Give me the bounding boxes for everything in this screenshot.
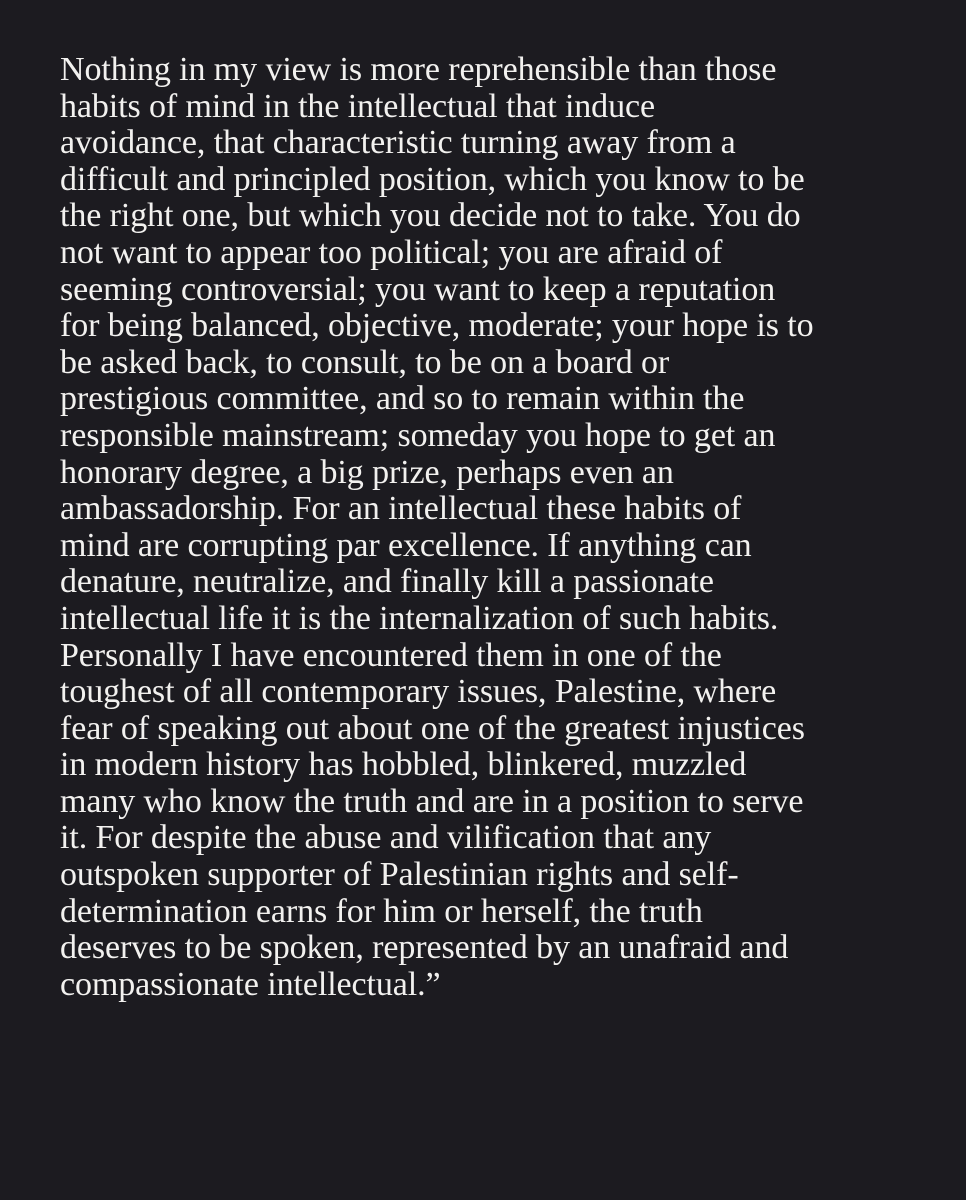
passage-line: toughest of all contemporary issues, Palestine, where [60,673,777,711]
passage-line: be asked back, to consult, to be on a board or [60,343,670,381]
passage-line: Personally I have encountered them in one of the [60,636,722,674]
passage-line: in modern history has hobbled, blinkered, muzzled [60,746,747,784]
passage-line: many who know the truth and are in a position to serve [60,782,804,820]
passage-line: determination earns for him or herself, the truth [60,892,703,930]
passage-line: the right one, but which you decide not to take. You do [60,197,801,235]
passage-line: denature, neutralize, and finally kill a passionate [60,563,714,601]
passage-line: compassionate intellectual.” [60,965,441,1003]
passage-line: outspoken supporter of Palestinian rights and self- [60,856,739,894]
passage-line: responsible mainstream; someday you hope to get an [60,416,776,454]
passage-line: fear of speaking out about one of the greatest injustices [60,709,805,747]
passage-line: avoidance, that characteristic turning away from a [60,124,736,162]
passage-line: habits of mind in the intellectual that induce [60,87,655,125]
quote-passage [60,52,940,1003]
passage-line: not want to appear too political; you are afraid of [60,233,723,271]
passage-line: mind are corrupting par excellence. If anything can [60,526,752,564]
passage-line: honorary degree, a big prize, perhaps even an [60,453,674,491]
passage-line: seeming controversial; you want to keep a reputation [60,270,776,308]
passage-line: for being balanced, objective, moderate; your hope is to [60,307,814,345]
passage-line: deserves to be spoken, represented by an unafraid and [60,929,789,967]
passage-line: intellectual life it is the internalization of such habits. [60,599,779,637]
passage-line: Nothing in my view is more reprehensible than those [60,51,777,88]
passage-line: it. For despite the abuse and vilification that any [60,819,712,857]
passage-line: ambassadorship. For an intellectual these habits of [60,490,742,528]
passage-line: difficult and principled position, which you know to be [60,160,805,198]
passage-line: prestigious committee, and so to remain within the [60,380,745,418]
